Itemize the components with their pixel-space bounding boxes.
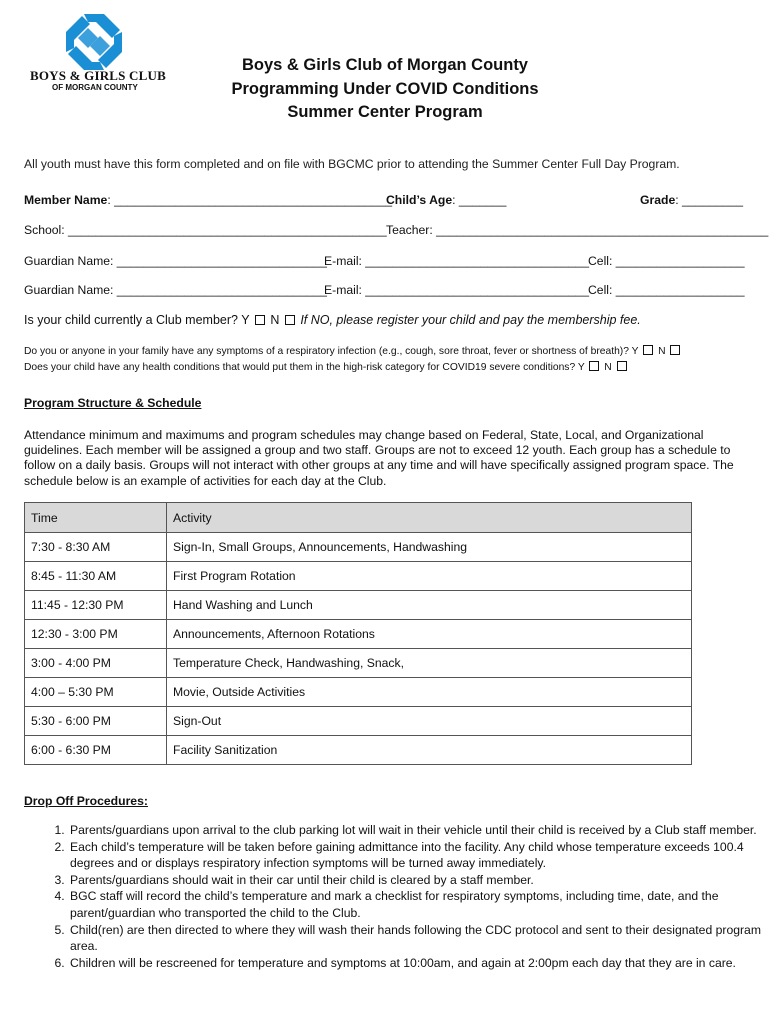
list-item: 3. Parents/guardians should wait in their car until their child is cleared by a staff member. [68, 872, 770, 889]
club-member-question [24, 313, 641, 327]
title-line-3: Summer Center Program [287, 103, 483, 121]
teacher-field[interactable]: Teacher: _________________________________________________ [386, 223, 769, 237]
grade-blank: : _________ [675, 193, 744, 207]
symptoms-no-label: N [658, 346, 666, 357]
table-row [25, 620, 692, 649]
time-cell: 5:30 - 6:00 PM [25, 707, 167, 736]
header-activity: Activity [167, 503, 692, 533]
child-age-label: Child’s Age [386, 193, 453, 207]
symptoms-question-text: Do you or anyone in your family have any symptoms of a respiratory infection (e.g., cough, sore throat, fever or shortness of breath)? Y [24, 346, 639, 357]
schedule-table [24, 502, 692, 765]
symptoms-no-checkbox[interactable] [670, 345, 680, 355]
page-title [160, 54, 610, 125]
activity-cell: Temperature Check, Handwashing, Snack, [167, 649, 692, 678]
time-cell: 4:00 – 5:30 PM [25, 678, 167, 707]
member-name-field[interactable] [24, 193, 392, 207]
list-item: 5. Child(ren) are then directed to where they will wash their hands following the CDC protocol and sent to their designated program area. [68, 922, 770, 955]
activity-cell: Facility Sanitization [167, 736, 692, 765]
schedule-header-row [25, 503, 692, 533]
guardian-1-name-field[interactable]: Guardian Name: _______________________________ [24, 254, 327, 268]
title-line-1: Boys & Girls Club of Morgan County [241, 56, 528, 74]
table-row [25, 533, 692, 562]
health-no-label: N [604, 362, 612, 373]
grade-label: Grade [640, 193, 676, 207]
activity-cell: Announcements, Afternoon Rotations [167, 620, 692, 649]
table-row [25, 707, 692, 736]
health-yes-checkbox[interactable] [589, 361, 599, 371]
time-cell: 8:45 - 11:30 AM [25, 562, 167, 591]
list-item: 6. Children will be rescreened for temperature and symptoms at 10:00am, and again at 2:00pm each day that they are in care. [68, 955, 770, 972]
guardian-1-email-field[interactable]: E-mail: _________________________________ [324, 254, 589, 268]
activity-cell: Movie, Outside Activities [167, 678, 692, 707]
member-name-label: Member Name [24, 193, 108, 207]
table-row [25, 591, 692, 620]
health-no-checkbox[interactable] [617, 361, 627, 371]
activity-cell: First Program Rotation [167, 562, 692, 591]
time-cell: 7:30 - 8:30 AM [25, 533, 167, 562]
structure-heading: Program Structure & Schedule [24, 396, 202, 410]
time-cell: 11:45 - 12:30 PM [25, 591, 167, 620]
symptoms-question [24, 345, 682, 357]
activity-cell: Sign-In, Small Groups, Announcements, Handwashing [167, 533, 692, 562]
list-item: 1. Parents/guardians upon arrival to the club parking lot will wait in their vehicle until their child is received by a Club staff member. [68, 822, 770, 839]
club-member-note: If NO, please register your child and pay the membership fee. [300, 313, 641, 327]
school-field[interactable]: School: _______________________________________________ [24, 223, 387, 237]
guardian-2-email-field[interactable]: E-mail: _________________________________ [324, 283, 589, 297]
activity-cell: Hand Washing and Lunch [167, 591, 692, 620]
health-question [24, 361, 629, 373]
guardian-2-name-field[interactable]: Guardian Name: _______________________________ [24, 283, 327, 297]
list-item: 4. BGC staff will record the child’s temperature and mark a checklist for respiratory symptoms, including time, date, and the parent/guardian who transported the child to the Club. [68, 888, 770, 921]
structure-paragraph: Attendance minimum and maximums and program schedules may change based on Federal, State, Local, and Organizational guidelines. Each member will be assigned a group and two staff. Groups are not to exceed 12 youth. Each group has a schedule to follow on a daily basis. Groups will not interact with other groups at any time and will have specifically assigned program space. The schedule below is an example of activities for each day at the Club. [24, 428, 734, 488]
time-cell: 3:00 - 4:00 PM [25, 649, 167, 678]
dropoff-list [24, 822, 770, 971]
symptoms-yes-checkbox[interactable] [643, 345, 653, 355]
member-name-blank: : _________________________________________ [107, 193, 393, 207]
title-line-2: Programming Under COVID Conditions [231, 79, 539, 98]
guardian-2-cell-field[interactable]: Cell: ___________________ [588, 283, 745, 297]
logo-line-1: BOYS & GIRLS CLUB [30, 68, 166, 83]
grade-field[interactable] [640, 193, 743, 207]
table-row [25, 649, 692, 678]
child-age-field[interactable] [386, 193, 506, 207]
child-age-blank: : _______ [452, 193, 507, 207]
club-member-yes-checkbox[interactable] [255, 315, 265, 325]
club-logo [26, 10, 176, 100]
table-row [25, 736, 692, 765]
table-row [25, 562, 692, 591]
health-question-text: Does your child have any health conditions that would put them in the high-risk category for COVID19 severe conditions? Y [24, 362, 585, 373]
club-member-no-checkbox[interactable] [285, 315, 295, 325]
activity-cell: Sign-Out [167, 707, 692, 736]
intro-text: All youth must have this form completed and on file with BGCMC prior to attending the Summer Center Full Day Program. [24, 157, 680, 171]
dropoff-heading: Drop Off Procedures: [24, 794, 148, 808]
logo-line-2: OF MORGAN COUNTY [52, 83, 138, 92]
club-member-question-text: Is your child currently a Club member? Y [24, 313, 250, 327]
list-item: 2. Each child’s temperature will be taken before gaining admittance into the facility. Any child whose temperature exceeds 100.4 degrees and or displays respiratory infection symptoms will be turned away immediately. [68, 839, 770, 872]
time-cell: 12:30 - 3:00 PM [25, 620, 167, 649]
club-member-no-label: N [270, 313, 280, 327]
table-row [25, 678, 692, 707]
header-time: Time [25, 503, 167, 533]
time-cell: 6:00 - 6:30 PM [25, 736, 167, 765]
guardian-1-cell-field[interactable]: Cell: ___________________ [588, 254, 745, 268]
